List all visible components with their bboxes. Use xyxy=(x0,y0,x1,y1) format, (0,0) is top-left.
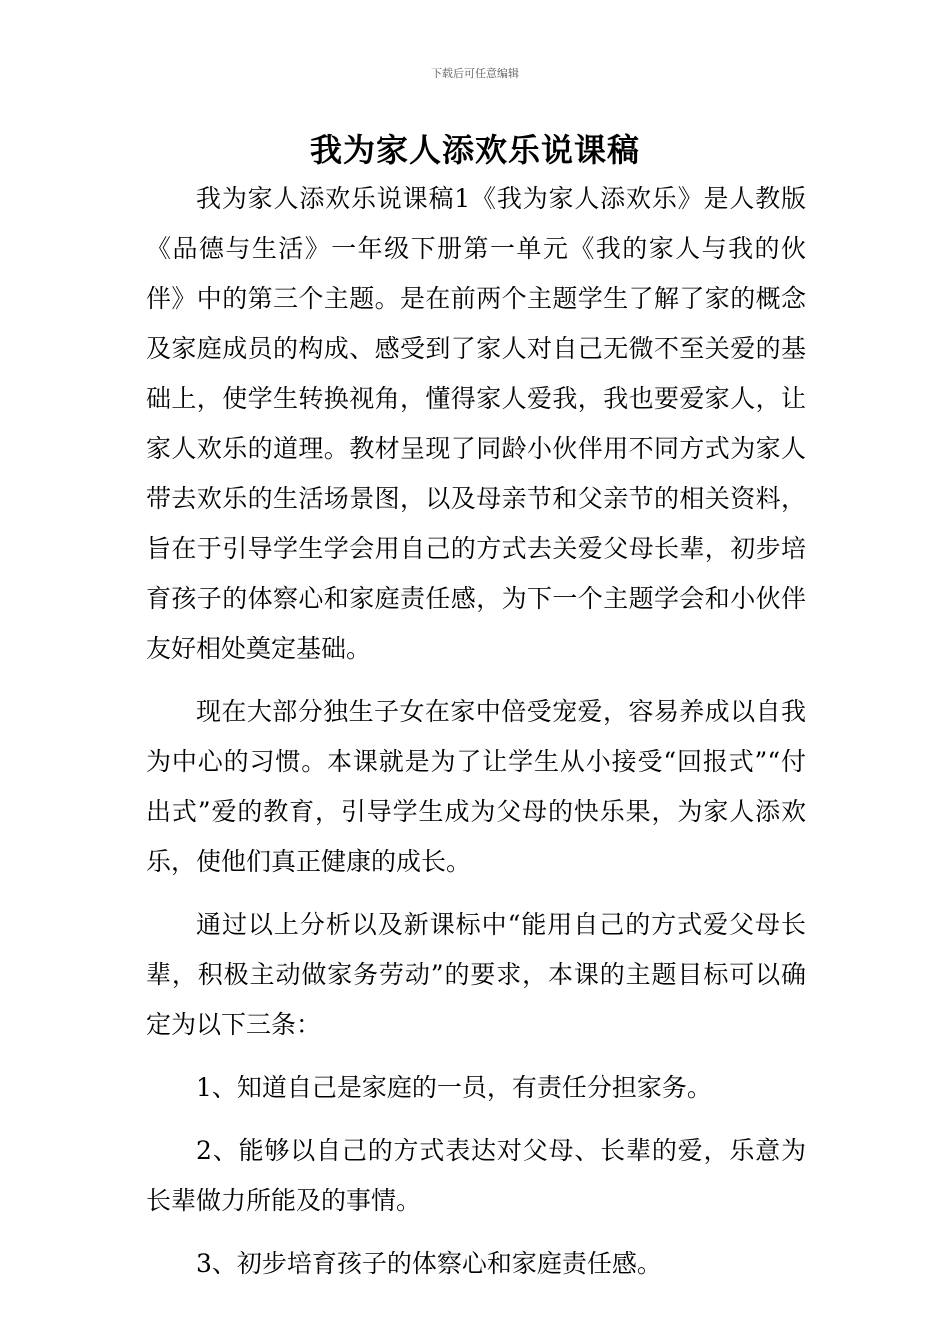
header-note: 下载后可任意编辑 xyxy=(431,67,519,80)
paragraph-background: 现在大部分独生子女在家中倍受宠爱，容易养成以自我为中心的习惯。本课就是为了让学生从小接受“回报式”“付出式”爱的教育，引导学生成为父母的快乐果，为家人添欢乐，使他们真正健康的成长。 xyxy=(146,697,806,876)
document-body xyxy=(146,174,806,1302)
goal-item-2: 2、能够以自己的方式表达对父母、长辈的爱，乐意为长辈做力所能及的事情。 xyxy=(146,1136,806,1215)
goal-item-1: 1、知道自己是家庭的一员，有责任分担家务。 xyxy=(196,1073,712,1102)
goal-item-3: 3、初步培育孩子的体察心和家庭责任感。 xyxy=(196,1249,662,1278)
paragraph-intro: 我为家人添欢乐说课稿1《我为家人添欢乐》是人教版《品德与生活》一年级下册第一单元《我的家人与我的伙伴》中的第三个主题。是在前两个主题学生了解了家的概念及家庭成员的构成、感受到了家人对自己无微不至关爱的基础上，使学生转换视角，懂得家人爱我，我也要爱家人，让家人欢乐的道理。教材呈现了同龄小伙伴用不同方式为家人带去欢乐的生活场景图，以及母亲节和父亲节的相关资料，旨在于引导学生学会用自己的方式去关爱父母长辈，初步培育孩子的体察心和家庭责任感，为下一个主题学会和小伙伴友好相处奠定基础。 xyxy=(146,184,806,663)
paragraph-goals-intro: 通过以上分析以及新课标中“能用自己的方式爱父母长辈，积极主动做家务劳动”的要求，本课的主题目标可以确定为以下三条： xyxy=(146,910,806,1039)
document-title: 我为家人添欢乐说课稿 xyxy=(309,131,640,169)
